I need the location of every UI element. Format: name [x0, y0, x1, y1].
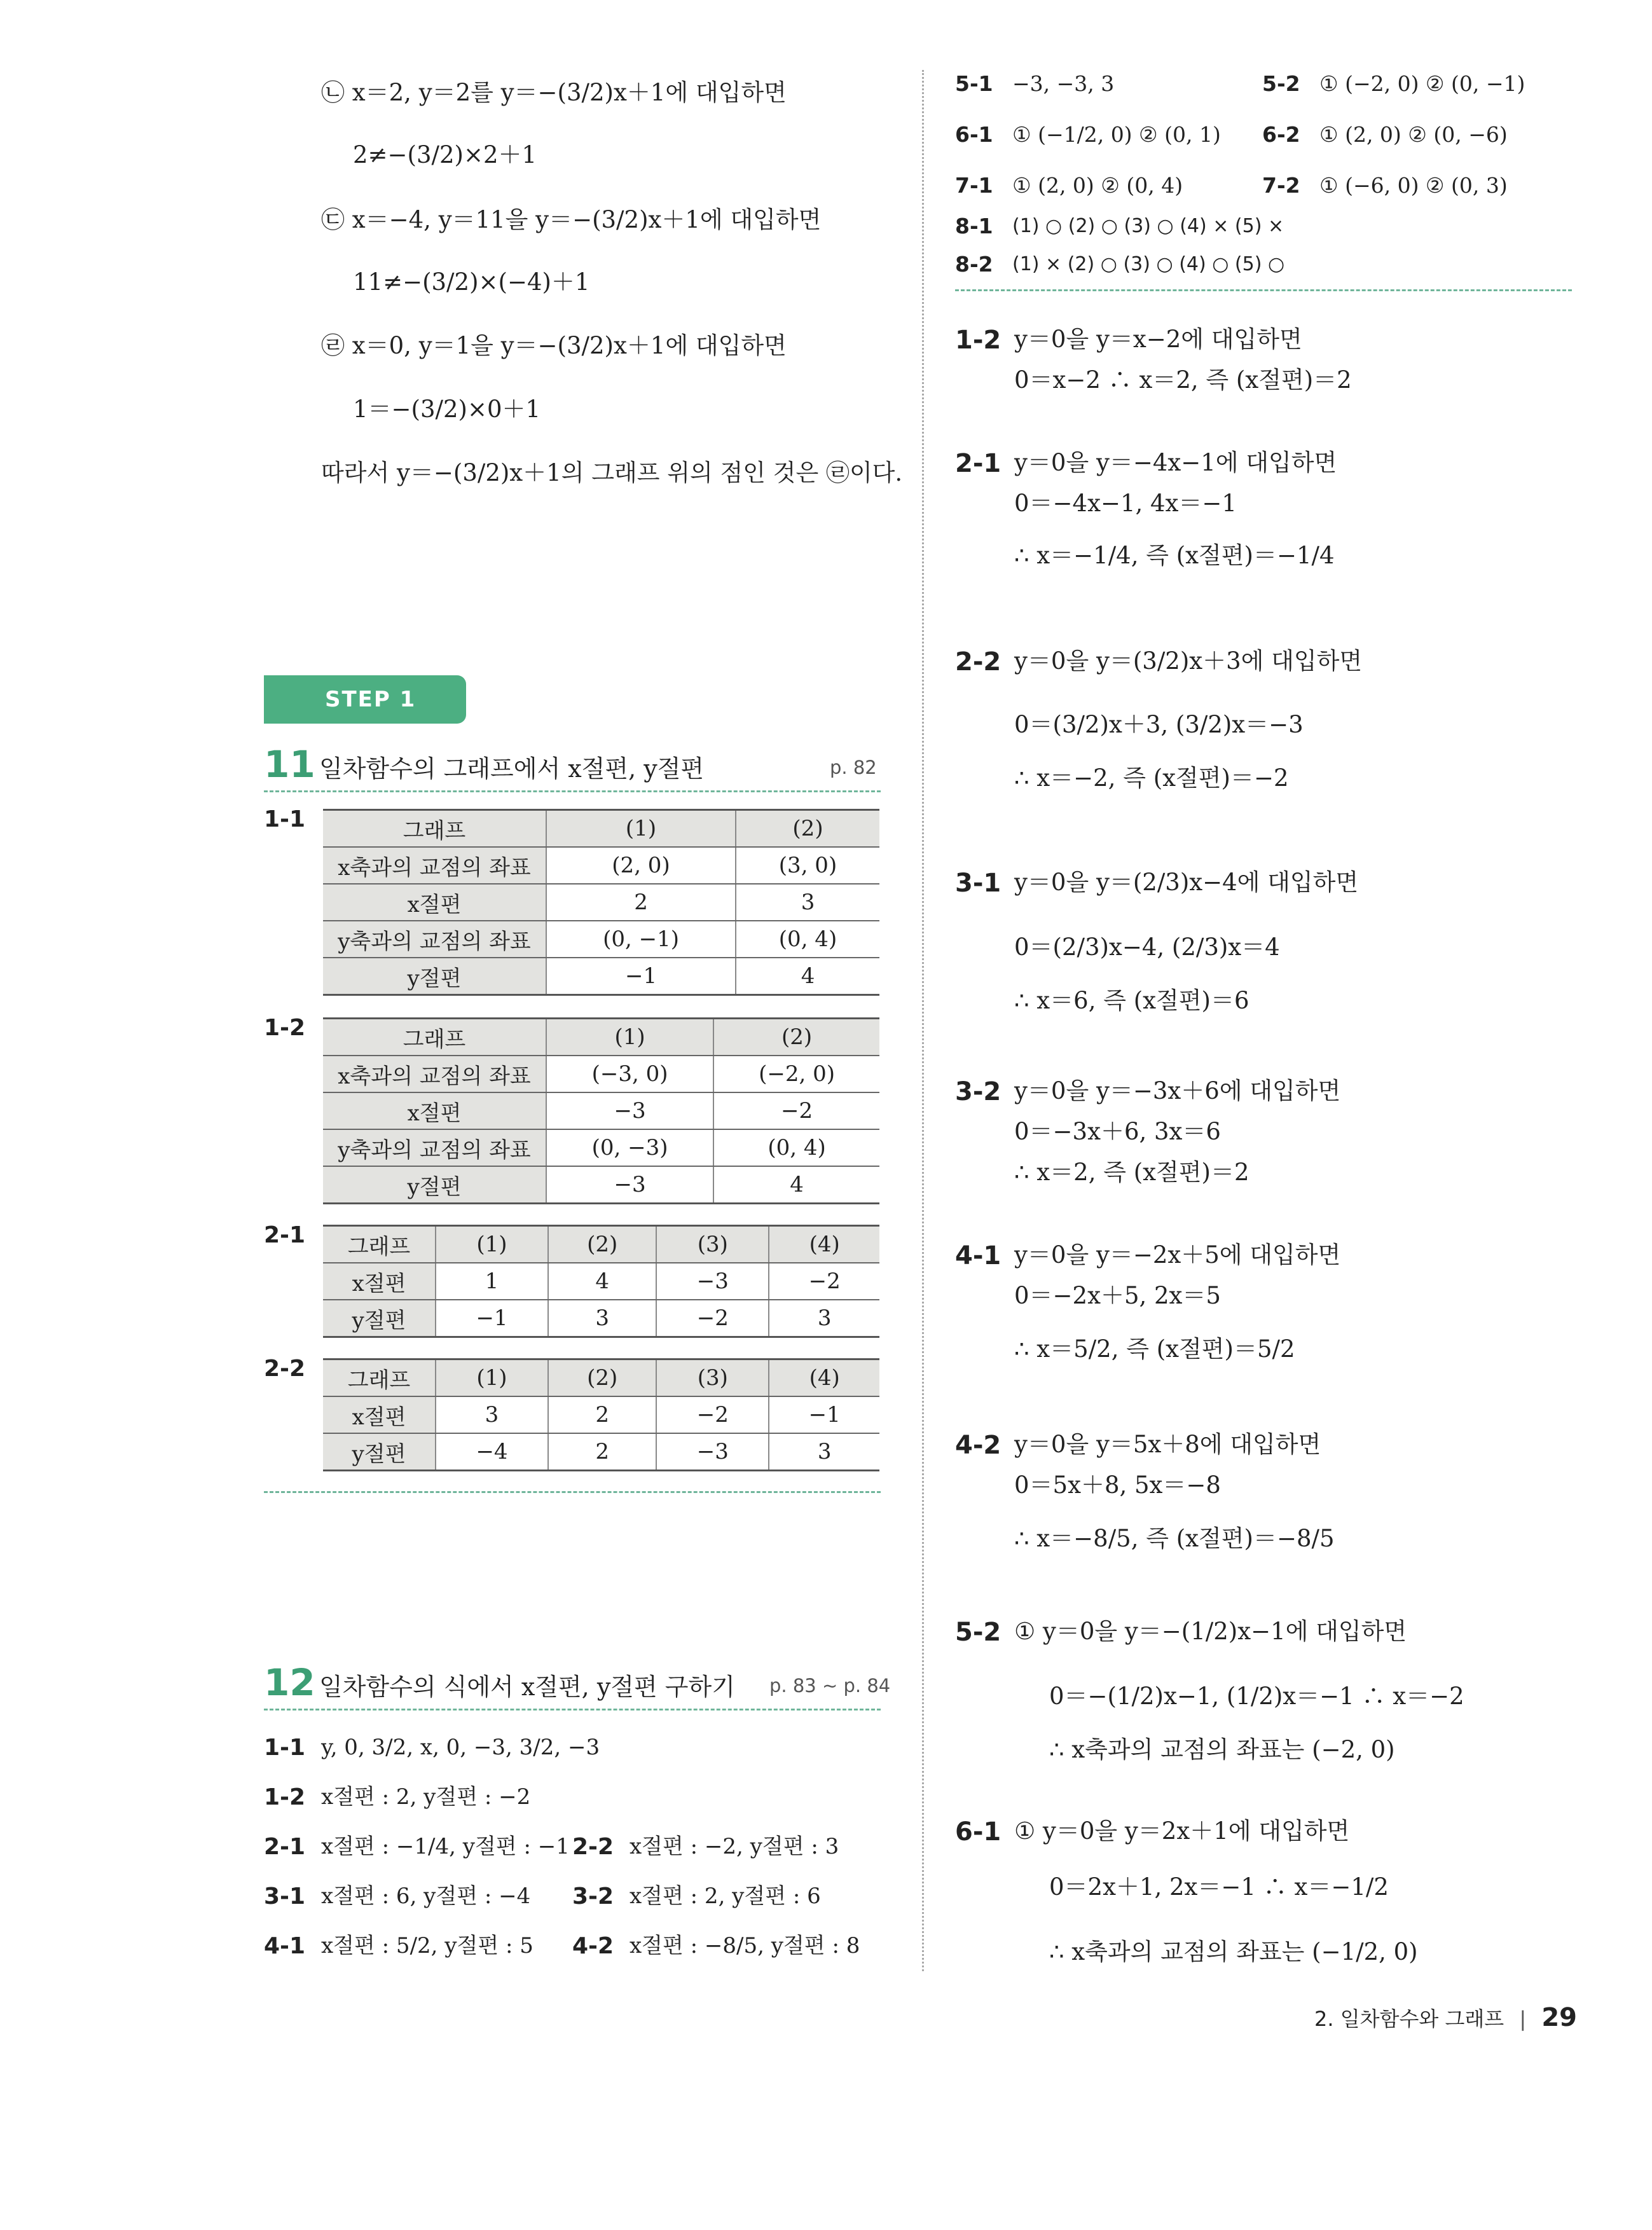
answer-r-6-2: ① (2, 0) ② (0, −6) [1319, 122, 1508, 147]
label-sol-4-2: 4-2 [955, 1431, 1002, 1460]
table-1-1 [323, 809, 879, 996]
sol-3-2-line-3: ∴ x＝2, 즉 (x절편)＝2 [1014, 1159, 1249, 1186]
label-12-4-2: 4-2 [572, 1933, 614, 1959]
cell: 3 [769, 1300, 879, 1337]
label-r-7-1: 7-1 [955, 173, 993, 198]
cell: (4) [769, 1359, 879, 1397]
cell: 4 [713, 1166, 879, 1204]
cell: 1 [436, 1263, 548, 1300]
label-sol-3-2: 3-2 [955, 1077, 1002, 1106]
sol-3-1-line-1: y＝0을 y＝(2/3)x−4에 대입하면 [1014, 869, 1359, 896]
cell: x절편 [323, 1396, 436, 1433]
table-1-2 [323, 1017, 879, 1204]
cell: (1) [546, 1019, 713, 1056]
cell: −1 [436, 1300, 548, 1337]
sol-6-1-line-2: 0＝2x＋1, 2x＝−1 ∴ x＝−1/2 [1049, 1873, 1389, 1901]
sol-3-1-line-3: ∴ x＝6, 즉 (x절편)＝6 [1014, 987, 1249, 1014]
sol-2-2-line-2: 0＝(3/2)x＋3, (3/2)x＝−3 [1014, 711, 1304, 738]
cell: (0, 4) [736, 921, 879, 958]
left-line-1: ㉡ x＝2, y＝2를 y＝−(3/2)x＋1에 대입하면 [321, 79, 787, 106]
cell: (3) [656, 1359, 769, 1397]
right-top-divider [955, 289, 1572, 291]
cell: −3 [656, 1433, 769, 1471]
label-r-5-2: 5-2 [1262, 71, 1300, 96]
answer-r-8-1: (1) ○ (2) ○ (3) ○ (4) × (5) × [1012, 215, 1284, 237]
cell: 4 [736, 958, 879, 995]
cell: (3) [656, 1226, 769, 1263]
cell: x축과의 교점의 좌표 [323, 847, 546, 884]
cell: (4) [769, 1226, 879, 1263]
answer-r-7-2: ① (−6, 0) ② (0, 3) [1319, 173, 1508, 198]
cell: y축과의 교점의 좌표 [323, 921, 546, 958]
answer-r-6-1: ① (−1/2, 0) ② (0, 1) [1012, 122, 1221, 147]
label-12-3-1: 3-1 [264, 1883, 306, 1910]
cell: (−3, 0) [546, 1056, 713, 1092]
label-sol-2-2: 2-2 [955, 647, 1002, 677]
label-12-1-1: 1-1 [264, 1735, 306, 1761]
sol-1-2-line-1: y＝0을 y＝x−2에 대입하면 [1014, 326, 1302, 353]
label-12-2-2: 2-2 [572, 1834, 614, 1860]
left-line-4: 11≠−(3/2)×(−4)＋1 [353, 268, 590, 296]
cell: 3 [736, 884, 879, 921]
cell: x절편 [323, 884, 546, 921]
cell: y절편 [323, 958, 546, 995]
cell: −1 [769, 1396, 879, 1433]
left-line-5: ㉣ x＝0, y＝1을 y＝−(3/2)x＋1에 대입하면 [321, 332, 787, 359]
left-line-3: ㉢ x＝−4, y＝11을 y＝−(3/2)x＋1에 대입하면 [321, 206, 822, 233]
answer-12-4-1: x절편 : 5/2, y절편 : 5 [321, 1933, 533, 1958]
footer-separator: | [1519, 2007, 1527, 2031]
section-12-divider [264, 1709, 881, 1710]
cell: −1 [546, 958, 736, 995]
cell: (2, 0) [546, 847, 736, 884]
section-11-number: 11 [264, 743, 315, 786]
sol-5-2-line-3: ∴ x축과의 교점의 좌표는 (−2, 0) [1049, 1736, 1395, 1763]
footer-chapter: 2. 일차함수와 그래프 [1314, 2007, 1504, 2031]
cell: (1) [546, 810, 736, 848]
sol-2-1-line-1: y＝0을 y＝−4x−1에 대입하면 [1014, 449, 1337, 476]
label-2-2: 2-2 [264, 1356, 306, 1382]
section-12-title: 일차함수의 식에서 x절편, y절편 구하기 [319, 1673, 735, 1701]
cell: (2) [736, 810, 879, 848]
sol-5-2-line-2: 0＝−(1/2)x−1, (1/2)x＝−1 ∴ x＝−2 [1049, 1683, 1464, 1710]
cell: (0, −1) [546, 921, 736, 958]
answer-r-7-1: ① (2, 0) ② (0, 4) [1012, 173, 1183, 198]
sol-4-2-line-1: y＝0을 y＝5x＋8에 대입하면 [1014, 1431, 1321, 1458]
answer-r-8-2: (1) × (2) ○ (3) ○ (4) ○ (5) ○ [1012, 253, 1285, 275]
label-sol-6-1: 6-1 [955, 1817, 1002, 1847]
cell: 4 [548, 1263, 656, 1300]
label-r-6-1: 6-1 [955, 122, 993, 147]
table-2-1 [323, 1225, 879, 1338]
cell: −2 [656, 1300, 769, 1337]
label-sol-5-2: 5-2 [955, 1618, 1002, 1647]
cell: −3 [546, 1166, 713, 1204]
sol-4-1-line-3: ∴ x＝5/2, 즉 (x절편)＝5/2 [1014, 1335, 1295, 1363]
left-line-6: 1＝−(3/2)×0＋1 [353, 396, 541, 423]
answer-12-3-1: x절편 : 6, y절편 : −4 [321, 1883, 531, 1909]
label-sol-2-1: 2-1 [955, 449, 1002, 478]
cell: 그래프 [323, 810, 546, 848]
label-r-7-2: 7-2 [1262, 173, 1300, 198]
cell: 2 [546, 884, 736, 921]
cell: 그래프 [323, 1019, 546, 1056]
label-sol-3-1: 3-1 [955, 869, 1002, 898]
section-12-pageref: p. 83 ~ p. 84 [769, 1675, 891, 1697]
cell: y절편 [323, 1166, 546, 1204]
label-1-1: 1-1 [264, 806, 306, 832]
section-11-divider [264, 790, 881, 792]
sol-6-1-line-1: ① y＝0을 y＝2x＋1에 대입하면 [1014, 1817, 1350, 1845]
label-12-2-1: 2-1 [264, 1834, 306, 1860]
sol-3-2-line-1: y＝0을 y＝−3x＋6에 대입하면 [1014, 1077, 1341, 1105]
sol-5-2-line-1: ① y＝0을 y＝−(1/2)x−1에 대입하면 [1014, 1618, 1407, 1645]
sol-2-2-line-3: ∴ x＝−2, 즉 (x절편)＝−2 [1014, 764, 1289, 792]
cell: (0, −3) [546, 1129, 713, 1166]
sol-2-1-line-2: 0＝−4x−1, 4x＝−1 [1014, 490, 1237, 517]
left-line-7: 따라서 y＝−(3/2)x＋1의 그래프 위의 점인 것은 ㉣이다. [321, 459, 903, 486]
cell: 3 [436, 1396, 548, 1433]
cell: (−2, 0) [713, 1056, 879, 1092]
sol-3-1-line-2: 0＝(2/3)x−4, (2/3)x＝4 [1014, 933, 1280, 961]
label-12-4-1: 4-1 [264, 1933, 306, 1959]
step-badge: STEP 1 [264, 675, 466, 724]
label-2-1: 2-1 [264, 1222, 306, 1248]
cell: −4 [436, 1433, 548, 1471]
cell: 2 [548, 1396, 656, 1433]
cell: (2) [713, 1019, 879, 1056]
sol-4-2-line-3: ∴ x＝−8/5, 즉 (x절편)＝−8/5 [1014, 1525, 1335, 1552]
section-11-title: 일차함수의 그래프에서 x절편, y절편 [319, 755, 705, 783]
cell: 3 [548, 1300, 656, 1337]
cell: −2 [769, 1263, 879, 1300]
cell: x절편 [323, 1092, 546, 1129]
cell: 그래프 [323, 1226, 436, 1263]
page-number: 29 [1541, 2003, 1577, 2032]
cell: y절편 [323, 1433, 436, 1471]
cell: (1) [436, 1359, 548, 1397]
left-line-2: 2≠−(3/2)×2＋1 [353, 141, 537, 169]
column-divider [922, 70, 924, 1971]
label-sol-4-1: 4-1 [955, 1241, 1002, 1270]
answer-r-5-2: ① (−2, 0) ② (0, −1) [1319, 71, 1525, 96]
cell: x축과의 교점의 좌표 [323, 1056, 546, 1092]
page-footer [1314, 2003, 1577, 2032]
label-r-5-1: 5-1 [955, 71, 993, 96]
sol-4-2-line-2: 0＝5x＋8, 5x＝−8 [1014, 1471, 1221, 1499]
sol-4-1-line-1: y＝0을 y＝−2x＋5에 대입하면 [1014, 1241, 1341, 1269]
answer-12-3-2: x절편 : 2, y절편 : 6 [630, 1883, 821, 1909]
cell: (1) [436, 1226, 548, 1263]
sol-2-2-line-1: y＝0을 y＝(3/2)x＋3에 대입하면 [1014, 647, 1363, 675]
label-sol-1-2: 1-2 [955, 326, 1002, 355]
answer-12-1-1: y, 0, 3/2, x, 0, −3, 3/2, −3 [321, 1735, 600, 1760]
answer-r-5-1: −3, −3, 3 [1012, 71, 1115, 96]
cell: 2 [548, 1433, 656, 1471]
cell: 3 [769, 1433, 879, 1471]
table-2-2 [323, 1358, 879, 1471]
sol-4-1-line-2: 0＝−2x＋5, 2x＝5 [1014, 1282, 1221, 1309]
cell: y축과의 교점의 좌표 [323, 1129, 546, 1166]
cell: (2) [548, 1359, 656, 1397]
sol-1-2-line-2: 0＝x−2 ∴ x＝2, 즉 (x절편)＝2 [1014, 366, 1352, 394]
label-r-8-1: 8-1 [955, 214, 993, 238]
answer-12-2-2: x절편 : −2, y절편 : 3 [630, 1834, 839, 1859]
cell: −3 [656, 1263, 769, 1300]
answer-12-1-2: x절편 : 2, y절편 : −2 [321, 1784, 531, 1810]
section-12-number: 12 [264, 1661, 315, 1704]
label-12-1-2: 1-2 [264, 1784, 306, 1810]
cell: −3 [546, 1092, 713, 1129]
cell: y절편 [323, 1300, 436, 1337]
cell: −2 [656, 1396, 769, 1433]
section-11-pageref: p. 82 [830, 757, 877, 778]
sol-2-1-line-3: ∴ x＝−1/4, 즉 (x절편)＝−1/4 [1014, 542, 1335, 569]
cell: (2) [548, 1226, 656, 1263]
sol-6-1-line-3: ∴ x축과의 교점의 좌표는 (−1/2, 0) [1049, 1938, 1418, 1965]
cell: (3, 0) [736, 847, 879, 884]
cell: x절편 [323, 1263, 436, 1300]
cell: (0, 4) [713, 1129, 879, 1166]
section-11-end-divider [264, 1491, 881, 1493]
label-r-6-2: 6-2 [1262, 122, 1300, 147]
cell: −2 [713, 1092, 879, 1129]
label-12-3-2: 3-2 [572, 1883, 614, 1910]
label-r-8-2: 8-2 [955, 252, 993, 277]
label-1-2: 1-2 [264, 1015, 306, 1041]
cell: 그래프 [323, 1359, 436, 1397]
sol-3-2-line-2: 0＝−3x＋6, 3x＝6 [1014, 1118, 1221, 1145]
answer-12-4-2: x절편 : −8/5, y절편 : 8 [630, 1933, 860, 1958]
answer-12-2-1: x절편 : −1/4, y절편 : −1 [321, 1834, 570, 1859]
